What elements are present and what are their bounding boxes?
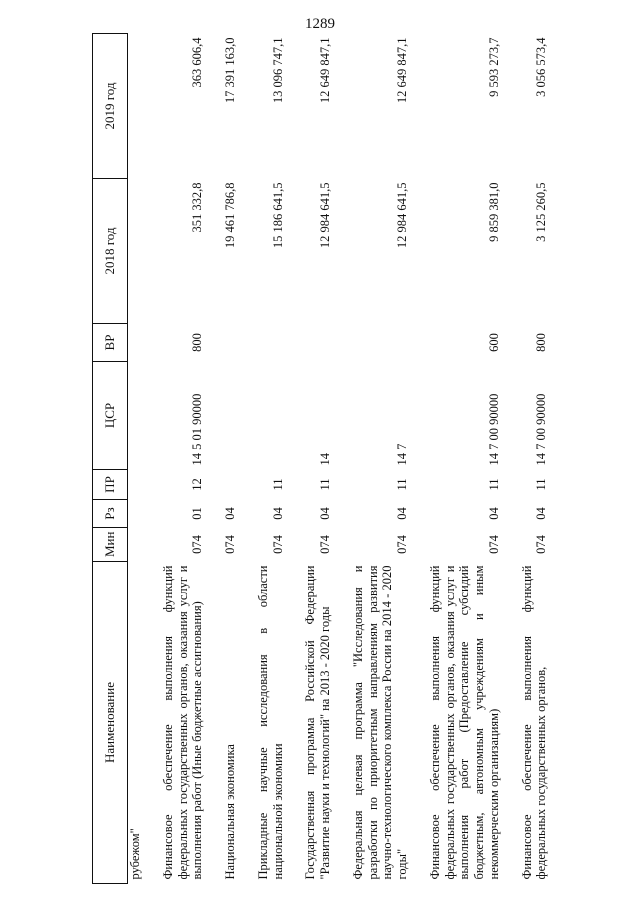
table-header-row (93, 34, 128, 884)
row-pr: 11 (395, 478, 409, 491)
row-name: Национальная экономика (223, 744, 237, 880)
row-rz: 04 (486, 507, 501, 520)
col-header-csr: ЦСР (93, 362, 128, 470)
row-vr: 800 (534, 333, 549, 352)
col-header-min: Мин (93, 528, 128, 562)
row-2018: 19 461 786,8 (223, 182, 237, 249)
row-pr: 11 (270, 478, 285, 491)
page-number: 1289 (305, 16, 335, 32)
row-min: 074 (190, 535, 205, 554)
row-name: Федеральная целевая программа "Исследования и разработки по приоритетным направлениям развития научно-технологического комплекса России на 2014 - 2020 годы" (350, 565, 409, 880)
row-csr: 14 7 00 90000 (486, 393, 501, 466)
row-rz: 04 (270, 507, 285, 520)
table-row (301, 34, 335, 884)
row-2018: 9 859 381,0 (486, 182, 501, 242)
col-header-pr: ПР (93, 470, 128, 500)
row-vr (301, 324, 335, 362)
row-2019: 17 391 163,0 (223, 37, 237, 104)
col-header-2018: 2018 год (93, 179, 128, 324)
row-pr: 11 (486, 478, 501, 491)
table-row (159, 34, 207, 884)
row-csr (221, 362, 240, 470)
row-min: 074 (534, 535, 549, 554)
row-name: Финансовое обеспечение выполнения функций федеральных государственных органов, (519, 565, 549, 880)
row-2019: 12 649 847,1 (395, 37, 409, 104)
row-csr: 14 5 01 90000 (190, 393, 205, 466)
row-name: Прикладные научные исследования в области национальной экономики (255, 565, 285, 880)
row-2019: 9 593 273,7 (486, 37, 501, 97)
row-rz: 04 (534, 507, 549, 520)
row-csr: 14 7 00 90000 (534, 393, 549, 466)
col-header-2019: 2019 год (93, 34, 128, 179)
row-2018: 15 186 641,5 (270, 182, 285, 249)
col-header-rz: Рз (93, 500, 128, 528)
row-csr: 14 (318, 453, 332, 466)
col-header-name: Наименование (93, 562, 128, 884)
row-2019: 3 056 573,4 (534, 37, 549, 97)
row-2018: 12 984 641,5 (395, 182, 409, 249)
row-2018: 351 332,8 (190, 182, 205, 233)
table-row (221, 34, 240, 884)
row-2019: 12 649 847,1 (318, 37, 332, 104)
row-2019: 363 606,4 (190, 37, 205, 88)
table-row (254, 34, 288, 884)
row-csr (254, 362, 288, 470)
row-min: 074 (270, 535, 285, 554)
row-pr (221, 470, 240, 500)
row-vr (349, 324, 412, 362)
continuation-text: рубежом" (128, 828, 142, 880)
row-min: 074 (223, 535, 237, 554)
row-min: 074 (395, 535, 409, 554)
continuation-row (128, 34, 145, 884)
row-name: Финансовое обеспечение выполнения функций федеральных государственных органов, оказания услуг и выполнения работ (Предоставление субсидий бюджетным, автономным учреждениям и иным некоммерческим организациям) (427, 565, 501, 880)
table-row (349, 34, 412, 884)
row-min: 074 (486, 535, 501, 554)
row-vr: 800 (190, 333, 205, 352)
row-csr: 14 7 (395, 443, 409, 466)
table-row (426, 34, 504, 884)
rotated-table-wrapper (92, 34, 610, 884)
row-pr: 12 (190, 478, 205, 491)
col-header-vr: ВР (93, 324, 128, 362)
row-rz: 04 (223, 507, 237, 520)
budget-table (92, 33, 551, 884)
row-2019: 13 096 747,1 (270, 37, 285, 104)
row-rz: 04 (318, 507, 332, 520)
row-pr: 11 (318, 478, 332, 491)
row-pr: 11 (534, 478, 549, 491)
row-vr: 600 (486, 333, 501, 352)
row-name: Государственная программа Российской Федерации "Развитие науки и технологий" на 2013 - 2020 годы (303, 565, 332, 880)
row-min: 074 (318, 535, 332, 554)
row-vr (221, 324, 240, 362)
row-vr (254, 324, 288, 362)
row-2018: 12 984 641,5 (318, 182, 332, 249)
row-2018: 3 125 260,5 (534, 182, 549, 242)
row-name: Финансовое обеспечение выполнения функций федеральных государственных органов, оказания услуг и выполнения работ (Иные бюджетные ассигнования) (160, 565, 205, 880)
table-row (518, 34, 552, 884)
row-rz: 01 (190, 507, 205, 520)
row-rz: 04 (395, 507, 409, 520)
